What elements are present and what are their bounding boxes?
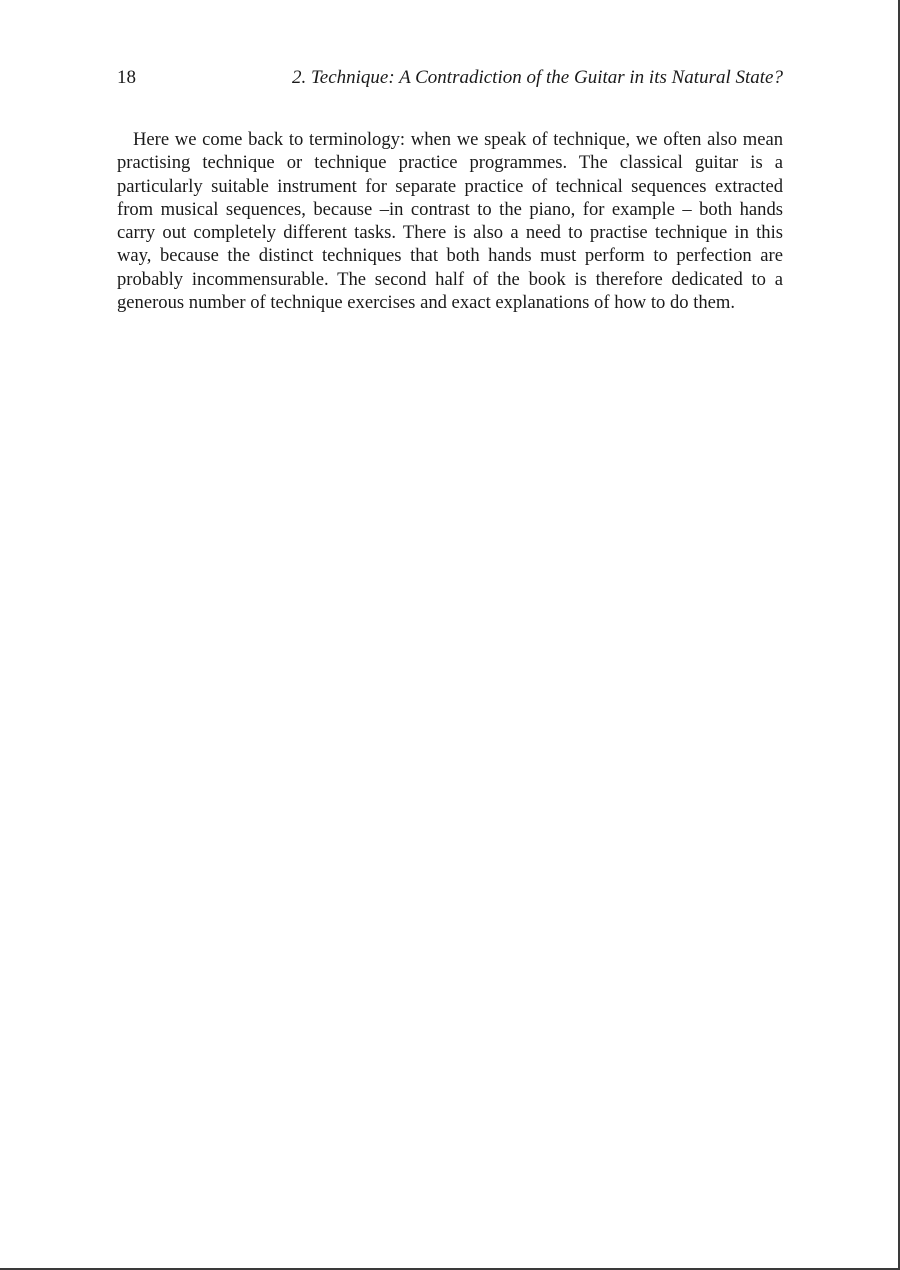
chapter-title: 2. Technique: A Contradiction of the Guitar in its Natural State? (291, 67, 783, 88)
page-number: 18 (117, 67, 136, 88)
body-paragraph: Here we come back to terminology: when we speak of technique, we often also mean practising technique or technique practice programmes. The classical guitar is a particularly suitable instrument for separate practice of technical sequences extracted from musical sequences, because –in contrast to the piano, for example – both hands carry out completely different tasks. There is also a need to practise technique in this way, because the distinct techniques that both hands must perform to perfection are probably incommensurable. The second half of the book is therefore dedicated to a generous number of technique exercises and exact explanations of how to do them. (117, 129, 783, 314)
running-head (117, 64, 783, 92)
